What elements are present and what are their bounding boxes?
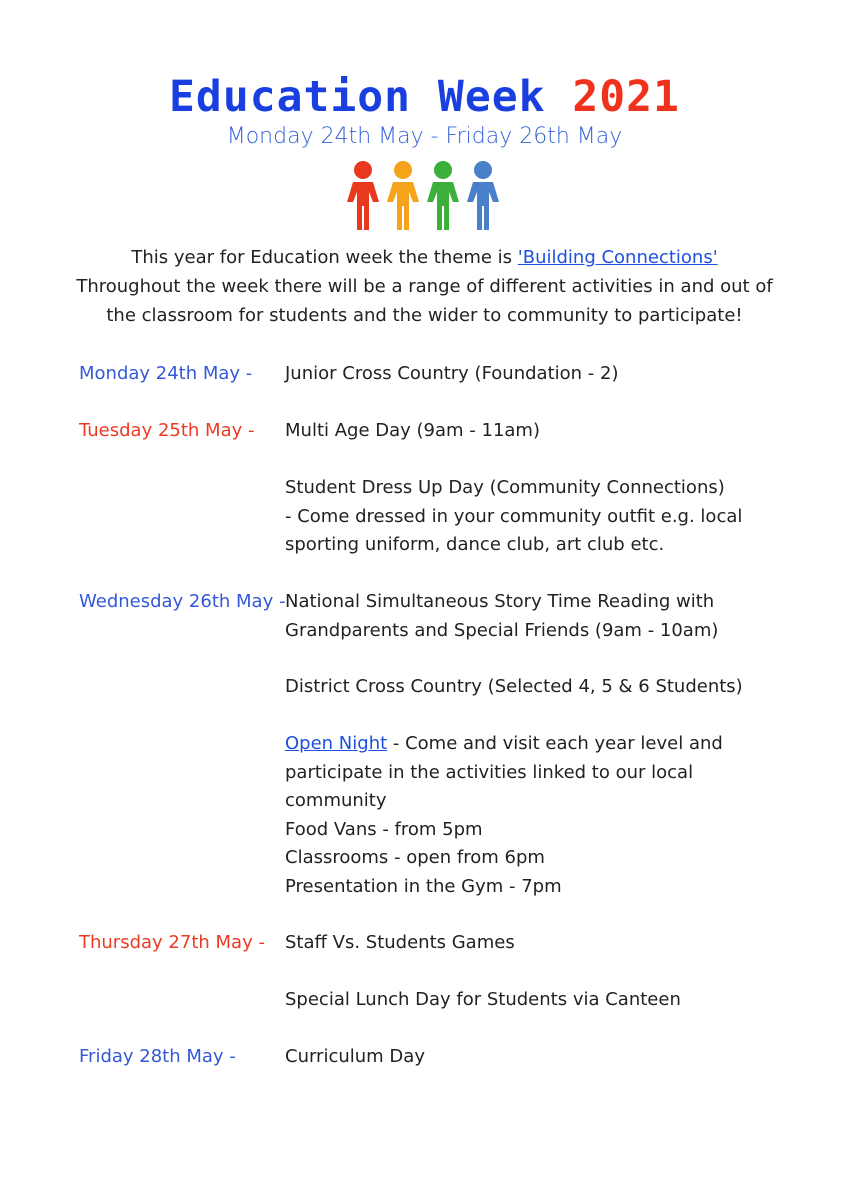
activity-special-lunch: Special Lunch Day for Students via Canteen [285,989,681,1010]
activity-junior-cross-country: Junior Cross Country (Foundation - 2) [285,363,619,384]
theme-link[interactable]: 'Building Connections' [517,247,718,268]
activity-curriculum-day: Curriculum Day [285,1046,425,1067]
activity-line [285,730,805,759]
day-label-monday: Monday 24th May - [79,363,253,384]
activity-line: Presentation in the Gym - 7pm [285,875,562,897]
activity-district-cross-country: District Cross Country (Selected 4, 5 & 6 Students) [285,676,743,697]
intro-line2: Throughout the week there will be a range of different activities in and out of the classroom for students and the wider to community to participate! [76,276,773,326]
activity-open-night [285,730,805,901]
day-label-wednesday: Wednesday 26th May - [79,591,286,612]
title-year: 2021 [572,72,680,122]
intro-paragraph [60,243,789,330]
activity-multi-age-day: Multi Age Day (9am - 11am) [285,420,540,441]
activity-line: community [285,790,387,811]
activity-dress-up-day [285,474,805,560]
page-title [0,70,849,124]
open-night-desc: - Come and visit each year level and [387,733,723,754]
activity-line: Food Vans - from 5pm [285,818,483,840]
activity-story-time [285,588,805,645]
activity-line: National Simultaneous Story Time Reading with [285,591,715,612]
title-text: Education Week [169,72,573,122]
activity-line: participate in the activities linked to our local [285,761,694,783]
activity-line: Classrooms - open from 6pm [285,847,545,868]
day-label-friday: Friday 28th May - [79,1046,236,1067]
day-label-thursday: Thursday 27th May - [79,932,265,953]
four-people-holding-hands-icon [338,160,508,232]
activity-staff-vs-students: Staff Vs. Students Games [285,932,515,953]
activity-line: Grandparents and Special Friends (9am - 10am) [285,619,719,641]
activity-line: sporting uniform, dance club, art club etc. [285,534,665,555]
open-night-link[interactable]: Open Night [285,733,388,754]
activity-line: - Come dressed in your community outfit e.g. local [285,505,743,527]
intro-line1-prefix: This year for Education week the theme is [131,247,518,268]
activity-line: Student Dress Up Day (Community Connections) [285,477,725,498]
date-range-subtitle: Monday 24th May - Friday 26th May [226,124,623,149]
day-label-tuesday: Tuesday 25th May - [79,420,255,441]
